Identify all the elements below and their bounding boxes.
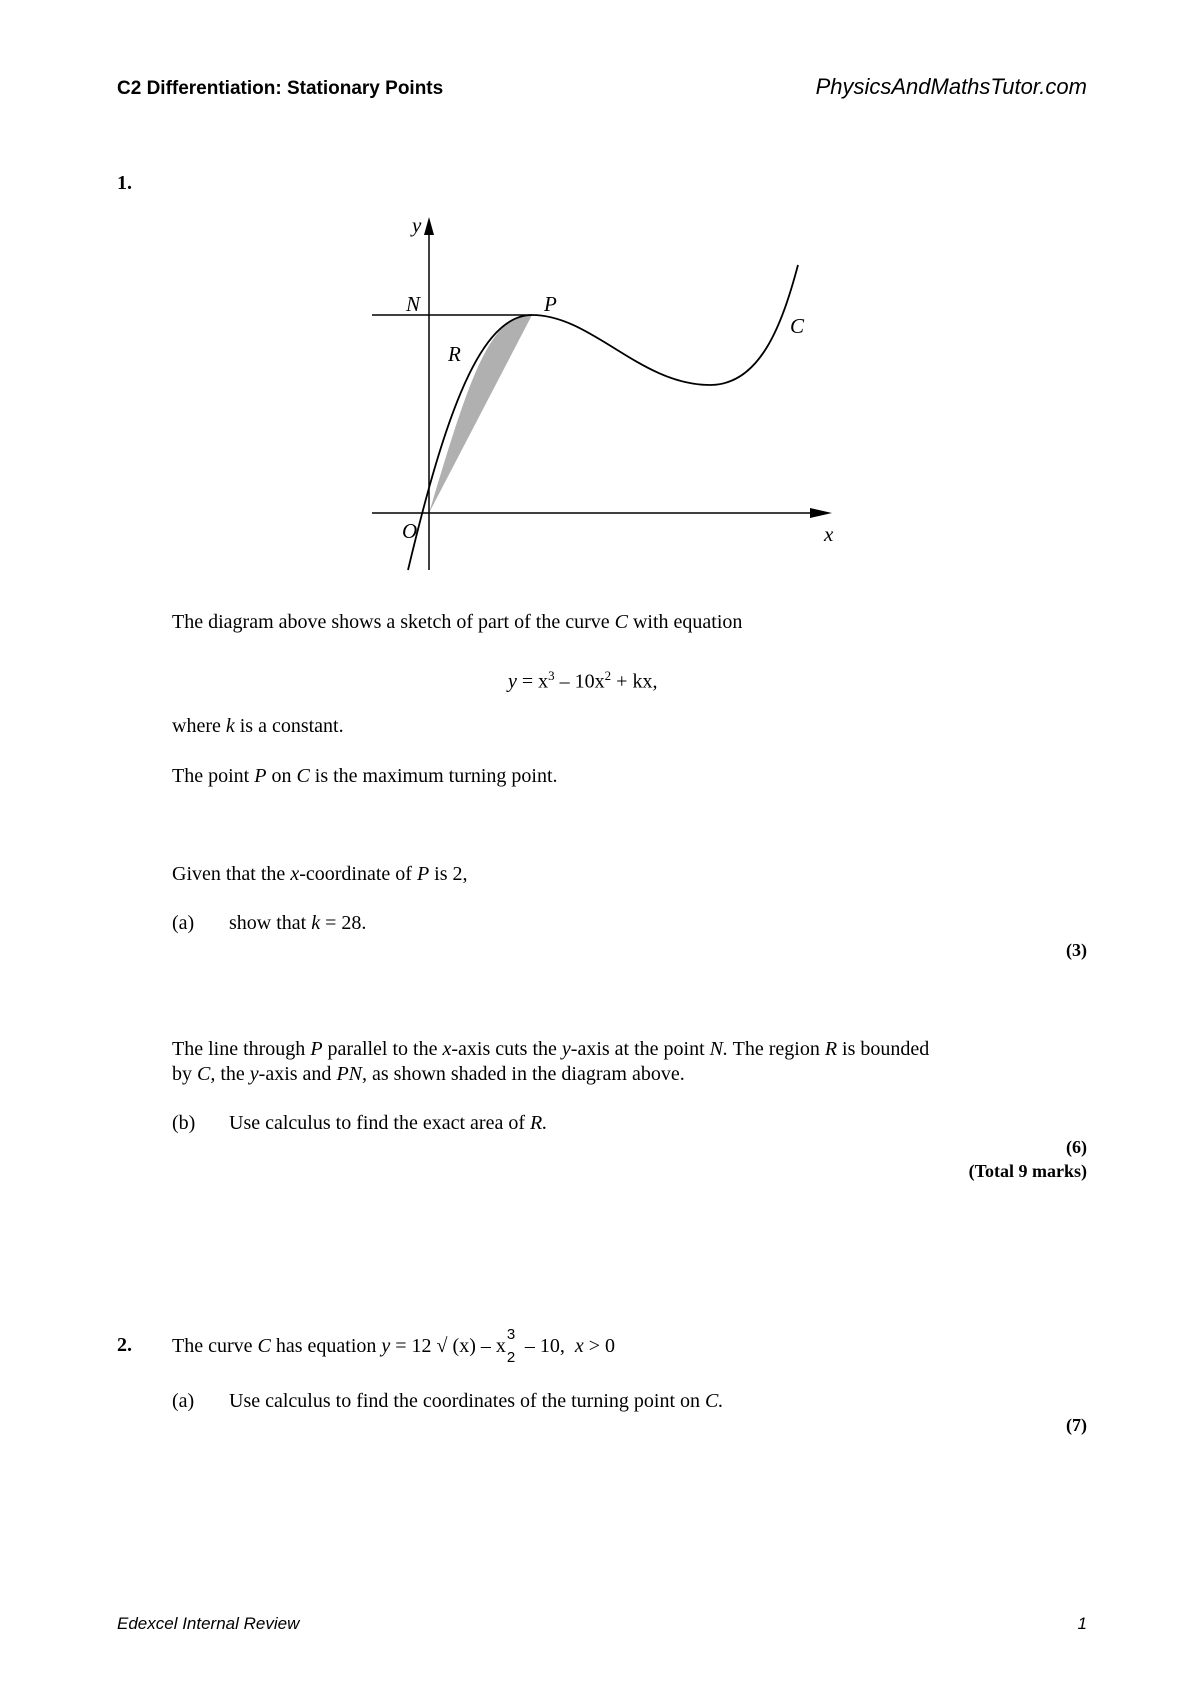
q2-statement: The curve C has equation y = 12 √ (x) – x 3 2 – 10, x > 0: [172, 1334, 615, 1359]
label-p: P: [544, 292, 557, 316]
q2-part-a-marks: (7): [1066, 1415, 1087, 1435]
q1-where: where k is a constant.: [172, 715, 344, 737]
question-1-number: 1.: [117, 172, 132, 194]
page-number: 1: [1077, 1614, 1087, 1633]
region-r: [429, 315, 532, 513]
q2-exponent-denominator: 2: [506, 1349, 516, 1366]
q1-point: The point P on C is the maximum turning point.: [172, 765, 558, 787]
q1-total-marks: (Total 9 marks): [968, 1161, 1087, 1181]
q1-equation: $y = x^3 - 10x^2$ + kx,: [508, 668, 658, 693]
label-n: N: [406, 292, 421, 316]
q1-part-b-marks: (6): [1066, 1137, 1087, 1157]
label-o: O: [402, 519, 418, 543]
x-axis-arrow: [810, 508, 832, 518]
q1-part-a-label: (a): [172, 912, 195, 934]
footer-source: Edexcel Internal Review: [117, 1614, 300, 1633]
question-2-number: 2.: [117, 1334, 132, 1356]
q1-given: Given that the x-coordinate of P is 2,: [172, 863, 468, 885]
q1-part-a-marks: (3): [1066, 940, 1087, 960]
curve-diagram: [360, 205, 840, 590]
q2-part-a-label: (a): [172, 1390, 195, 1412]
q1-part-b-text: Use calculus to find the exact area of R.: [229, 1112, 548, 1134]
q1-line-paragraph: The line through P parallel to the x-axis cuts the y-axis at the point N. The region R is bounded by C, the y-axis and PN, as shown shaded in the diagram above.: [172, 1038, 930, 1085]
header-site[interactable]: PhysicsAndMathsTutor.com: [815, 74, 1087, 99]
label-r: R: [448, 342, 461, 366]
q2-part-a-text: Use calculus to find the coordinates of the turning point on C.: [229, 1390, 724, 1412]
label-x: x: [824, 522, 834, 546]
q1-part-b-label: (b): [172, 1112, 196, 1134]
header-title: C2 Differentiation: Stationary Points: [117, 78, 444, 99]
y-axis-arrow: [424, 217, 434, 235]
q1-part-a-text: show that k = 28.: [229, 912, 367, 934]
label-c: C: [790, 314, 805, 338]
label-y: y: [412, 213, 422, 237]
q1-intro: The diagram above shows a sketch of part of the curve C with equation: [172, 611, 743, 633]
q2-exponent-numerator: 3: [506, 1326, 516, 1343]
